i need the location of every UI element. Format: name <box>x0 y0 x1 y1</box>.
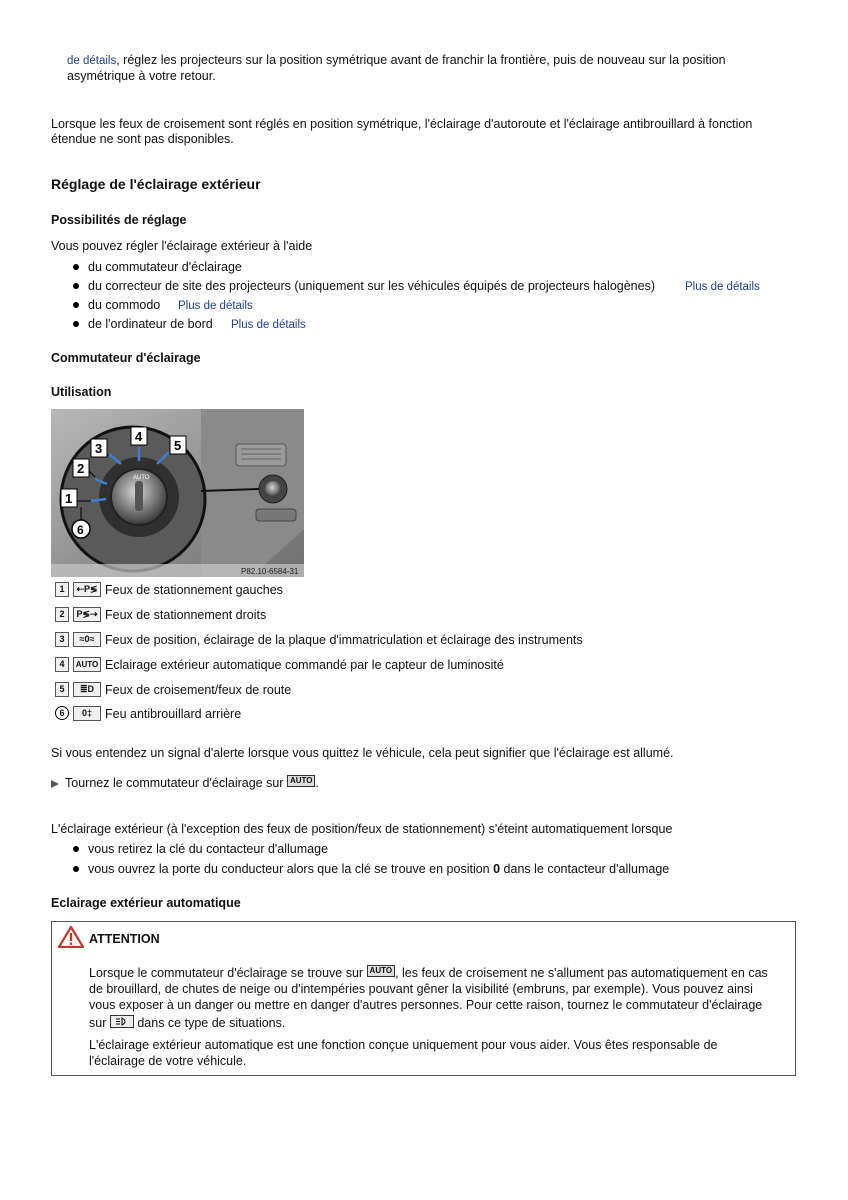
warning-p2-line2: l'éclairage de votre véhicule. <box>89 1054 247 1068</box>
possibilities-heading: Possibilités de réglage <box>51 213 187 227</box>
warning-text: dans ce type de situations. <box>137 1016 286 1030</box>
auto-off-intro: L'éclairage extérieur (à l'exception des feux de position/feux de stationnement) s'éteint automatiquement lorsque <box>51 822 673 836</box>
switch-heading: Commutateur d'éclairage <box>51 351 201 365</box>
dial-auto-label: AUTO <box>133 475 150 481</box>
list-item <box>88 841 328 857</box>
warning-triangle-icon <box>58 926 84 948</box>
legend-number: 1 <box>55 582 69 597</box>
list-item-text: vous ouvrez la porte du conducteur alors que la clé se trouve en position <box>88 862 494 876</box>
legend-number: 6 <box>55 706 69 720</box>
arrow-right-icon <box>51 780 59 788</box>
list-item <box>88 861 669 877</box>
bullet-icon <box>73 846 79 852</box>
intro-text: , réglez les projecteurs sur la position symétrique avant de franchir la frontière, puis de nouveau sur la position <box>116 53 726 67</box>
legend-number: 5 <box>55 682 69 697</box>
bullet-icon <box>73 321 79 327</box>
figure-reference: P82.10-6584-31 <box>241 567 299 576</box>
parking-right-icon: P≶⇢ <box>73 607 101 622</box>
callout-4 <box>131 427 147 445</box>
list-item-text: du commodo <box>88 298 161 312</box>
light-switch-illustration <box>51 409 304 577</box>
auto-icon: AUTO <box>367 965 396 977</box>
callout-6 <box>72 520 90 538</box>
legend-number: 3 <box>55 632 69 647</box>
warning-text: Lorsque le commutateur d'éclairage se trouve sur <box>89 966 364 980</box>
list-item-text: du commutateur d'éclairage <box>88 260 242 274</box>
legend-number: 4 <box>55 657 69 672</box>
list-item-text: du correcteur de site des projecteurs (uniquement sur les véhicules équipés de projecteurs halogènes) <box>88 279 655 293</box>
list-item <box>88 297 160 313</box>
instruction-text: Tournez le commutateur d'éclairage sur <box>65 776 284 790</box>
possibilities-intro: Vous pouvez régler l'éclairage extérieur à l'aide <box>51 239 313 253</box>
para-symmetric-2: étendue ne sont pas disponibles. <box>51 132 234 146</box>
legend-number: 2 <box>55 607 69 622</box>
bullet-icon <box>73 866 79 872</box>
legend-text: Feux de croisement/feux de route <box>105 683 292 697</box>
instruction-end: . <box>315 776 319 790</box>
warning-text: sur <box>89 1016 107 1030</box>
callout-3 <box>91 439 107 457</box>
list-item-text: vous retirez la clé du contacteur d'allumage <box>88 842 329 856</box>
legend-text: Feu antibrouillard arrière <box>105 707 242 721</box>
alert-paragraph: Si vous entendez un signal d'alerte lorsque vous quittez le véhicule, cela peut signifier que l'éclairage est allumé. <box>51 746 674 760</box>
warning-p2-line1: L'éclairage extérieur automatique est une fonction conçue uniquement pour vous aider. Vous êtes responsable de <box>89 1038 718 1052</box>
list-item-text: de l'ordinateur de bord <box>88 317 213 331</box>
details-link[interactable]: de détails <box>67 55 117 67</box>
section-title: Réglage de l'éclairage extérieur <box>51 176 261 192</box>
intro-line-2: asymétrique à votre retour. <box>67 69 216 83</box>
callout-label: 3 <box>95 441 103 456</box>
callout-label: 4 <box>135 429 143 444</box>
bullet-icon <box>73 264 79 270</box>
legend-text: Eclairage extérieur automatique commandé par le capteur de luminosité <box>105 658 504 672</box>
warning-p1-line2: de brouillard, de chutes de neige ou d'intempéries pouvant gêner la visibilité (embruns, par exemple). Vous pouvez ainsi <box>89 982 753 996</box>
auto-icon: AUTO <box>73 657 101 672</box>
bullet-icon <box>73 283 79 289</box>
low-beam-icon <box>110 1015 134 1028</box>
low-beam-icon: ≣D <box>73 682 101 697</box>
callout-2 <box>73 459 89 477</box>
key-position: 0 <box>493 862 501 876</box>
warning-p1-line4 <box>89 1015 285 1031</box>
legend-text: Feux de stationnement gauches <box>105 583 283 597</box>
parking-left-icon: ⇠P≶ <box>73 582 101 597</box>
warning-p1-line1 <box>89 965 768 981</box>
intro-line-1 <box>67 52 726 69</box>
list-item-text: dans le contacteur d'allumage <box>500 862 670 876</box>
usage-heading: Utilisation <box>51 385 112 399</box>
legend-text: Feux de stationnement droits <box>105 608 267 622</box>
warning-box <box>51 921 796 1076</box>
legend-text: Feux de position, éclairage de la plaque d'immatriculation et éclairage des instruments <box>105 633 583 647</box>
auto-heading: Eclairage extérieur automatique <box>51 896 241 910</box>
list-item <box>88 259 242 275</box>
side-lamps-icon: ≈0≈ <box>73 632 101 647</box>
callout-5 <box>170 436 186 454</box>
warning-title: ATTENTION <box>89 932 160 946</box>
warning-text: , les feux de croisement ne s'allument pas automatiquement en cas <box>395 966 768 980</box>
light-switch-figure <box>51 409 304 577</box>
rear-fog-lamp-icon: 0‡ <box>73 706 101 721</box>
auto-icon: AUTO <box>287 775 316 787</box>
details-link[interactable]: Plus de détails <box>685 281 760 293</box>
details-link[interactable]: Plus de détails <box>178 300 253 312</box>
para-symmetric-1: Lorsque les feux de croisement sont réglés en position symétrique, l'éclairage d'autoroute et l'éclairage antibrouillard à fonction <box>51 117 753 131</box>
callout-label: 6 <box>77 523 84 537</box>
callout-label: 5 <box>174 438 182 453</box>
instruction-step <box>51 775 319 791</box>
callout-label: 2 <box>77 461 85 476</box>
bullet-icon <box>73 302 79 308</box>
warning-p1-line3: vous exposer à un danger ou mettre en danger d'autres personnes. Pour cette raison, tournez le commutateur d'éclairage <box>89 998 763 1012</box>
callout-1 <box>61 489 77 507</box>
details-link[interactable]: Plus de détails <box>231 319 306 331</box>
callout-label: 1 <box>65 491 73 506</box>
list-item <box>88 278 655 294</box>
list-item <box>88 316 213 332</box>
